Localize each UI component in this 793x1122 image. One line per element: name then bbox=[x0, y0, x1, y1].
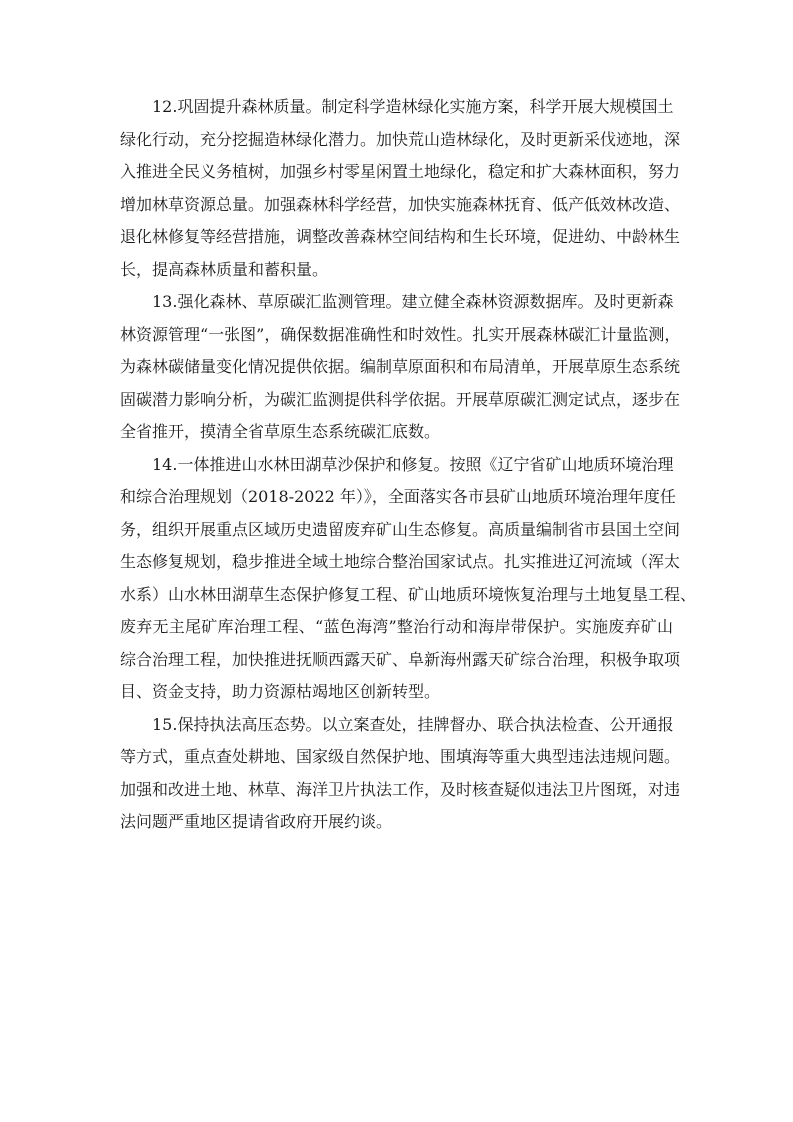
text-line: 为森林碳储量变化情况提供依据。编制草原面积和布局清单，开展草原生态系统 bbox=[120, 357, 681, 376]
text-line: 全省推开，摸清全省草原生态系统碳汇底数。 bbox=[120, 422, 441, 441]
text-line: 务，组织开展重点区域历史遗留废弃矿山生态修复。高质量编制省市县国土空间 bbox=[120, 519, 681, 539]
paragraph-12-forest-quality bbox=[120, 91, 681, 286]
text-line: 13.强化森林、草原碳汇监测管理。建立健全森林资源数据库。及时更新森 bbox=[152, 292, 674, 311]
text-line: 综合治理工程，加快推进抚顺西露天矿、阜新海州露天矿综合治理，积极争取项 bbox=[120, 649, 681, 669]
text-line: 12.巩固提升森林质量。制定科学造林绿化实施方案，科学开展大规模国土 bbox=[152, 97, 674, 116]
text-line: 废弃无主尾矿库治理工程、“蓝色海湾”整治行动和海岸带保护。实施废弃矿山 bbox=[120, 617, 673, 636]
paragraph-15-law-enforcement bbox=[120, 709, 681, 839]
paragraph-13-carbon-monitoring bbox=[120, 286, 681, 449]
text-line: 绿化行动，充分挖掘造林绿化潜力。加快荒山造林绿化，及时更新采伐迹地，深 bbox=[120, 129, 681, 149]
text-line: 法问题严重地区提请省政府开展约谈。 bbox=[120, 812, 393, 831]
text-line: 水系）山水林田湖草生态保护修复工程、矿山地质环境恢复治理与土地复垦工程、 bbox=[120, 584, 697, 604]
text-line: 15.保持执法高压态势。以立案查处，挂牌督办、联合执法检查、公开通报 bbox=[152, 714, 674, 734]
text-line: 林资源管理“一张图”，确保数据准确性和时效性。扎实开展森林碳汇计量监测， bbox=[120, 324, 681, 344]
text-line: 退化林修复等经营措施，调整改善森林空间结构和生长环境，促进幼、中龄林生 bbox=[120, 227, 681, 246]
text-line: 固碳潜力影响分析，为碳汇监测提供科学依据。开展草原碳汇测定试点，逐步在 bbox=[120, 389, 681, 409]
document-body bbox=[120, 91, 697, 839]
text-line: 长，提高森林质量和蓄积量。 bbox=[120, 259, 329, 279]
text-line: 加强和改进土地、林草、海洋卫片执法工作，及时核查疑似违法卫片图斑，对违 bbox=[120, 779, 681, 799]
text-line: 入推进全民义务植树，加强乡村零星闲置土地绿化，稳定和扩大森林面积，努力 bbox=[120, 162, 681, 181]
paragraph-14-ecological-restoration bbox=[120, 449, 697, 709]
text-line: 增加林草资源总量。加强森林科学经营，加快实施森林抚育、低产低效林改造、 bbox=[120, 194, 681, 214]
text-line: 目、资金支持，助力资源枯竭地区创新转型。 bbox=[120, 682, 441, 701]
text-line: 14.一体推进山水林田湖草沙保护和修复。按照《辽宁省矿山地质环境治理 bbox=[152, 454, 674, 474]
text-line: 和综合治理规划（2018-2022 年）》，全面落实各市县矿山地质环境治理年度任 bbox=[120, 487, 676, 506]
text-line: 生态修复规划，稳步推进全域土地综合整治国家试点。扎实推进辽河流域（浑太 bbox=[120, 552, 681, 571]
text-line: 等方式，重点查处耕地、国家级自然保护地、围填海等重大典型违法违规问题。 bbox=[120, 747, 681, 766]
